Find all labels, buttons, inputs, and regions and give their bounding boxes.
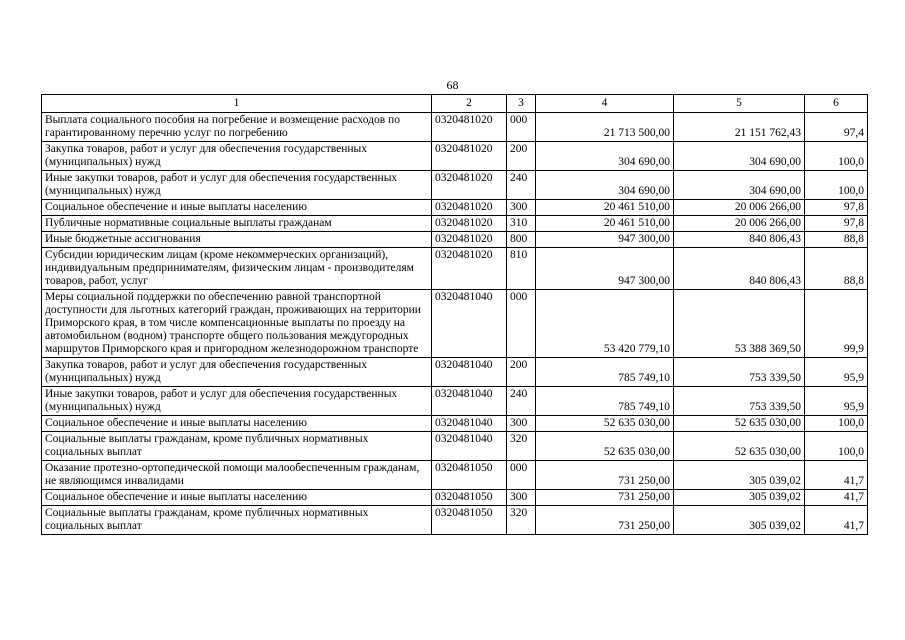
row-plan-cell: 731 250,00 (536, 490, 674, 506)
table-row (42, 387, 868, 416)
row-percent-cell: 100,0 (805, 416, 868, 432)
row-name-cell: Социальные выплаты гражданам, кроме публичных нормативных социальных выплат (42, 432, 432, 461)
table-row (42, 432, 868, 461)
row-type-cell: 240 (507, 171, 536, 200)
row-type-cell: 000 (507, 113, 536, 142)
row-name-cell: Социальное обеспечение и иные выплаты населению (42, 416, 432, 432)
table-row (42, 416, 868, 432)
row-plan-cell: 304 690,00 (536, 142, 674, 171)
row-plan-cell: 947 300,00 (536, 232, 674, 248)
row-percent-cell: 97,8 (805, 200, 868, 216)
column-header: 1 (42, 95, 432, 113)
row-type-cell: 320 (507, 506, 536, 535)
row-fact-cell: 753 339,50 (674, 387, 805, 416)
row-type-cell: 300 (507, 490, 536, 506)
row-plan-cell: 20 461 510,00 (536, 200, 674, 216)
row-fact-cell: 53 388 369,50 (674, 290, 805, 358)
row-fact-cell: 21 151 762,43 (674, 113, 805, 142)
column-header: 5 (674, 95, 805, 113)
row-name-cell: Иные закупки товаров, работ и услуг для обеспечения государственных (муниципальных) нужд (42, 171, 432, 200)
row-fact-cell: 20 006 266,00 (674, 216, 805, 232)
row-fact-cell: 304 690,00 (674, 171, 805, 200)
row-code-cell: 0320481020 (432, 248, 507, 290)
table-row (42, 142, 868, 171)
row-code-cell: 0320481020 (432, 113, 507, 142)
table-row (42, 506, 868, 535)
row-code-cell: 0320481040 (432, 387, 507, 416)
row-fact-cell: 840 806,43 (674, 248, 805, 290)
row-type-cell: 240 (507, 387, 536, 416)
row-plan-cell: 947 300,00 (536, 248, 674, 290)
table-row (42, 216, 868, 232)
row-type-cell: 300 (507, 200, 536, 216)
column-header: 3 (507, 95, 536, 113)
row-percent-cell: 97,4 (805, 113, 868, 142)
table-row (42, 171, 868, 200)
row-name-cell: Меры социальной поддержки по обеспечению равной транспортной доступности для льготных категорий граждан, проживающих на территории Приморского края, в том числе компенсационные выплаты по проезду на автомобильном (водном) транспорте общего пользования междугородных маршрутов Приморского края и пригородном железнодорожном транспорте (42, 290, 432, 358)
row-fact-cell: 304 690,00 (674, 142, 805, 171)
row-code-cell: 0320481050 (432, 506, 507, 535)
row-name-cell: Иные закупки товаров, работ и услуг для обеспечения государственных (муниципальных) нужд (42, 387, 432, 416)
row-name-cell: Оказание протезно-ортопедической помощи малообеспеченным гражданам, не являющимся инвалидами (42, 461, 432, 490)
row-type-cell: 200 (507, 142, 536, 171)
row-code-cell: 0320481040 (432, 358, 507, 387)
row-name-cell: Социальные выплаты гражданам, кроме публичных нормативных социальных выплат (42, 506, 432, 535)
row-percent-cell: 95,9 (805, 387, 868, 416)
row-percent-cell: 88,8 (805, 248, 868, 290)
budget-execution-table (41, 94, 868, 535)
row-fact-cell: 305 039,02 (674, 461, 805, 490)
table-body (42, 113, 868, 535)
row-percent-cell: 99,9 (805, 290, 868, 358)
row-code-cell: 0320481040 (432, 290, 507, 358)
column-header: 6 (805, 95, 868, 113)
row-percent-cell: 88,8 (805, 232, 868, 248)
row-code-cell: 0320481020 (432, 232, 507, 248)
row-percent-cell: 100,0 (805, 171, 868, 200)
table-row (42, 490, 868, 506)
row-plan-cell: 731 250,00 (536, 506, 674, 535)
row-name-cell: Социальное обеспечение и иные выплаты населению (42, 200, 432, 216)
table-row (42, 358, 868, 387)
row-plan-cell: 785 749,10 (536, 358, 674, 387)
row-percent-cell: 95,9 (805, 358, 868, 387)
column-header: 2 (432, 95, 507, 113)
row-type-cell: 810 (507, 248, 536, 290)
row-type-cell: 200 (507, 358, 536, 387)
row-plan-cell: 53 420 779,10 (536, 290, 674, 358)
row-type-cell: 320 (507, 432, 536, 461)
column-header: 4 (536, 95, 674, 113)
row-name-cell: Публичные нормативные социальные выплаты гражданам (42, 216, 432, 232)
row-percent-cell: 41,7 (805, 490, 868, 506)
row-fact-cell: 52 635 030,00 (674, 416, 805, 432)
row-percent-cell: 97,8 (805, 216, 868, 232)
page-number: 68 (446, 78, 459, 92)
row-fact-cell: 753 339,50 (674, 358, 805, 387)
row-percent-cell: 100,0 (805, 432, 868, 461)
row-code-cell: 0320481020 (432, 142, 507, 171)
row-plan-cell: 52 635 030,00 (536, 416, 674, 432)
row-name-cell: Субсидии юридическим лицам (кроме некоммерческих организаций), индивидуальным предпринимателям, физическим лицам - производителям товаров, работ, услуг (42, 248, 432, 290)
row-type-cell: 310 (507, 216, 536, 232)
row-plan-cell: 52 635 030,00 (536, 432, 674, 461)
row-percent-cell: 41,7 (805, 461, 868, 490)
row-name-cell: Выплата социального пособия на погребение и возмещение расходов по гарантированному перечню услуг по погребению (42, 113, 432, 142)
row-name-cell: Закупка товаров, работ и услуг для обеспечения государственных (муниципальных) нужд (42, 142, 432, 171)
row-fact-cell: 305 039,02 (674, 506, 805, 535)
row-percent-cell: 100,0 (805, 142, 868, 171)
row-type-cell: 000 (507, 461, 536, 490)
row-fact-cell: 305 039,02 (674, 490, 805, 506)
row-fact-cell: 840 806,43 (674, 232, 805, 248)
table-row (42, 248, 868, 290)
row-code-cell: 0320481020 (432, 171, 507, 200)
table-row (42, 113, 868, 142)
row-code-cell: 0320481020 (432, 216, 507, 232)
row-type-cell: 000 (507, 290, 536, 358)
row-fact-cell: 52 635 030,00 (674, 432, 805, 461)
row-code-cell: 0320481020 (432, 200, 507, 216)
row-plan-cell: 21 713 500,00 (536, 113, 674, 142)
row-type-cell: 300 (507, 416, 536, 432)
row-name-cell: Социальное обеспечение и иные выплаты населению (42, 490, 432, 506)
table-row (42, 200, 868, 216)
row-percent-cell: 41,7 (805, 506, 868, 535)
row-type-cell: 800 (507, 232, 536, 248)
row-name-cell: Закупка товаров, работ и услуг для обеспечения государственных (муниципальных) нужд (42, 358, 432, 387)
row-plan-cell: 785 749,10 (536, 387, 674, 416)
row-code-cell: 0320481050 (432, 490, 507, 506)
row-code-cell: 0320481050 (432, 461, 507, 490)
row-name-cell: Иные бюджетные ассигнования (42, 232, 432, 248)
row-code-cell: 0320481040 (432, 416, 507, 432)
row-plan-cell: 20 461 510,00 (536, 216, 674, 232)
row-plan-cell: 731 250,00 (536, 461, 674, 490)
table-row (42, 290, 868, 358)
table-row (42, 461, 868, 490)
row-fact-cell: 20 006 266,00 (674, 200, 805, 216)
table-row (42, 232, 868, 248)
row-plan-cell: 304 690,00 (536, 171, 674, 200)
table-header-row (42, 95, 868, 113)
row-code-cell: 0320481040 (432, 432, 507, 461)
